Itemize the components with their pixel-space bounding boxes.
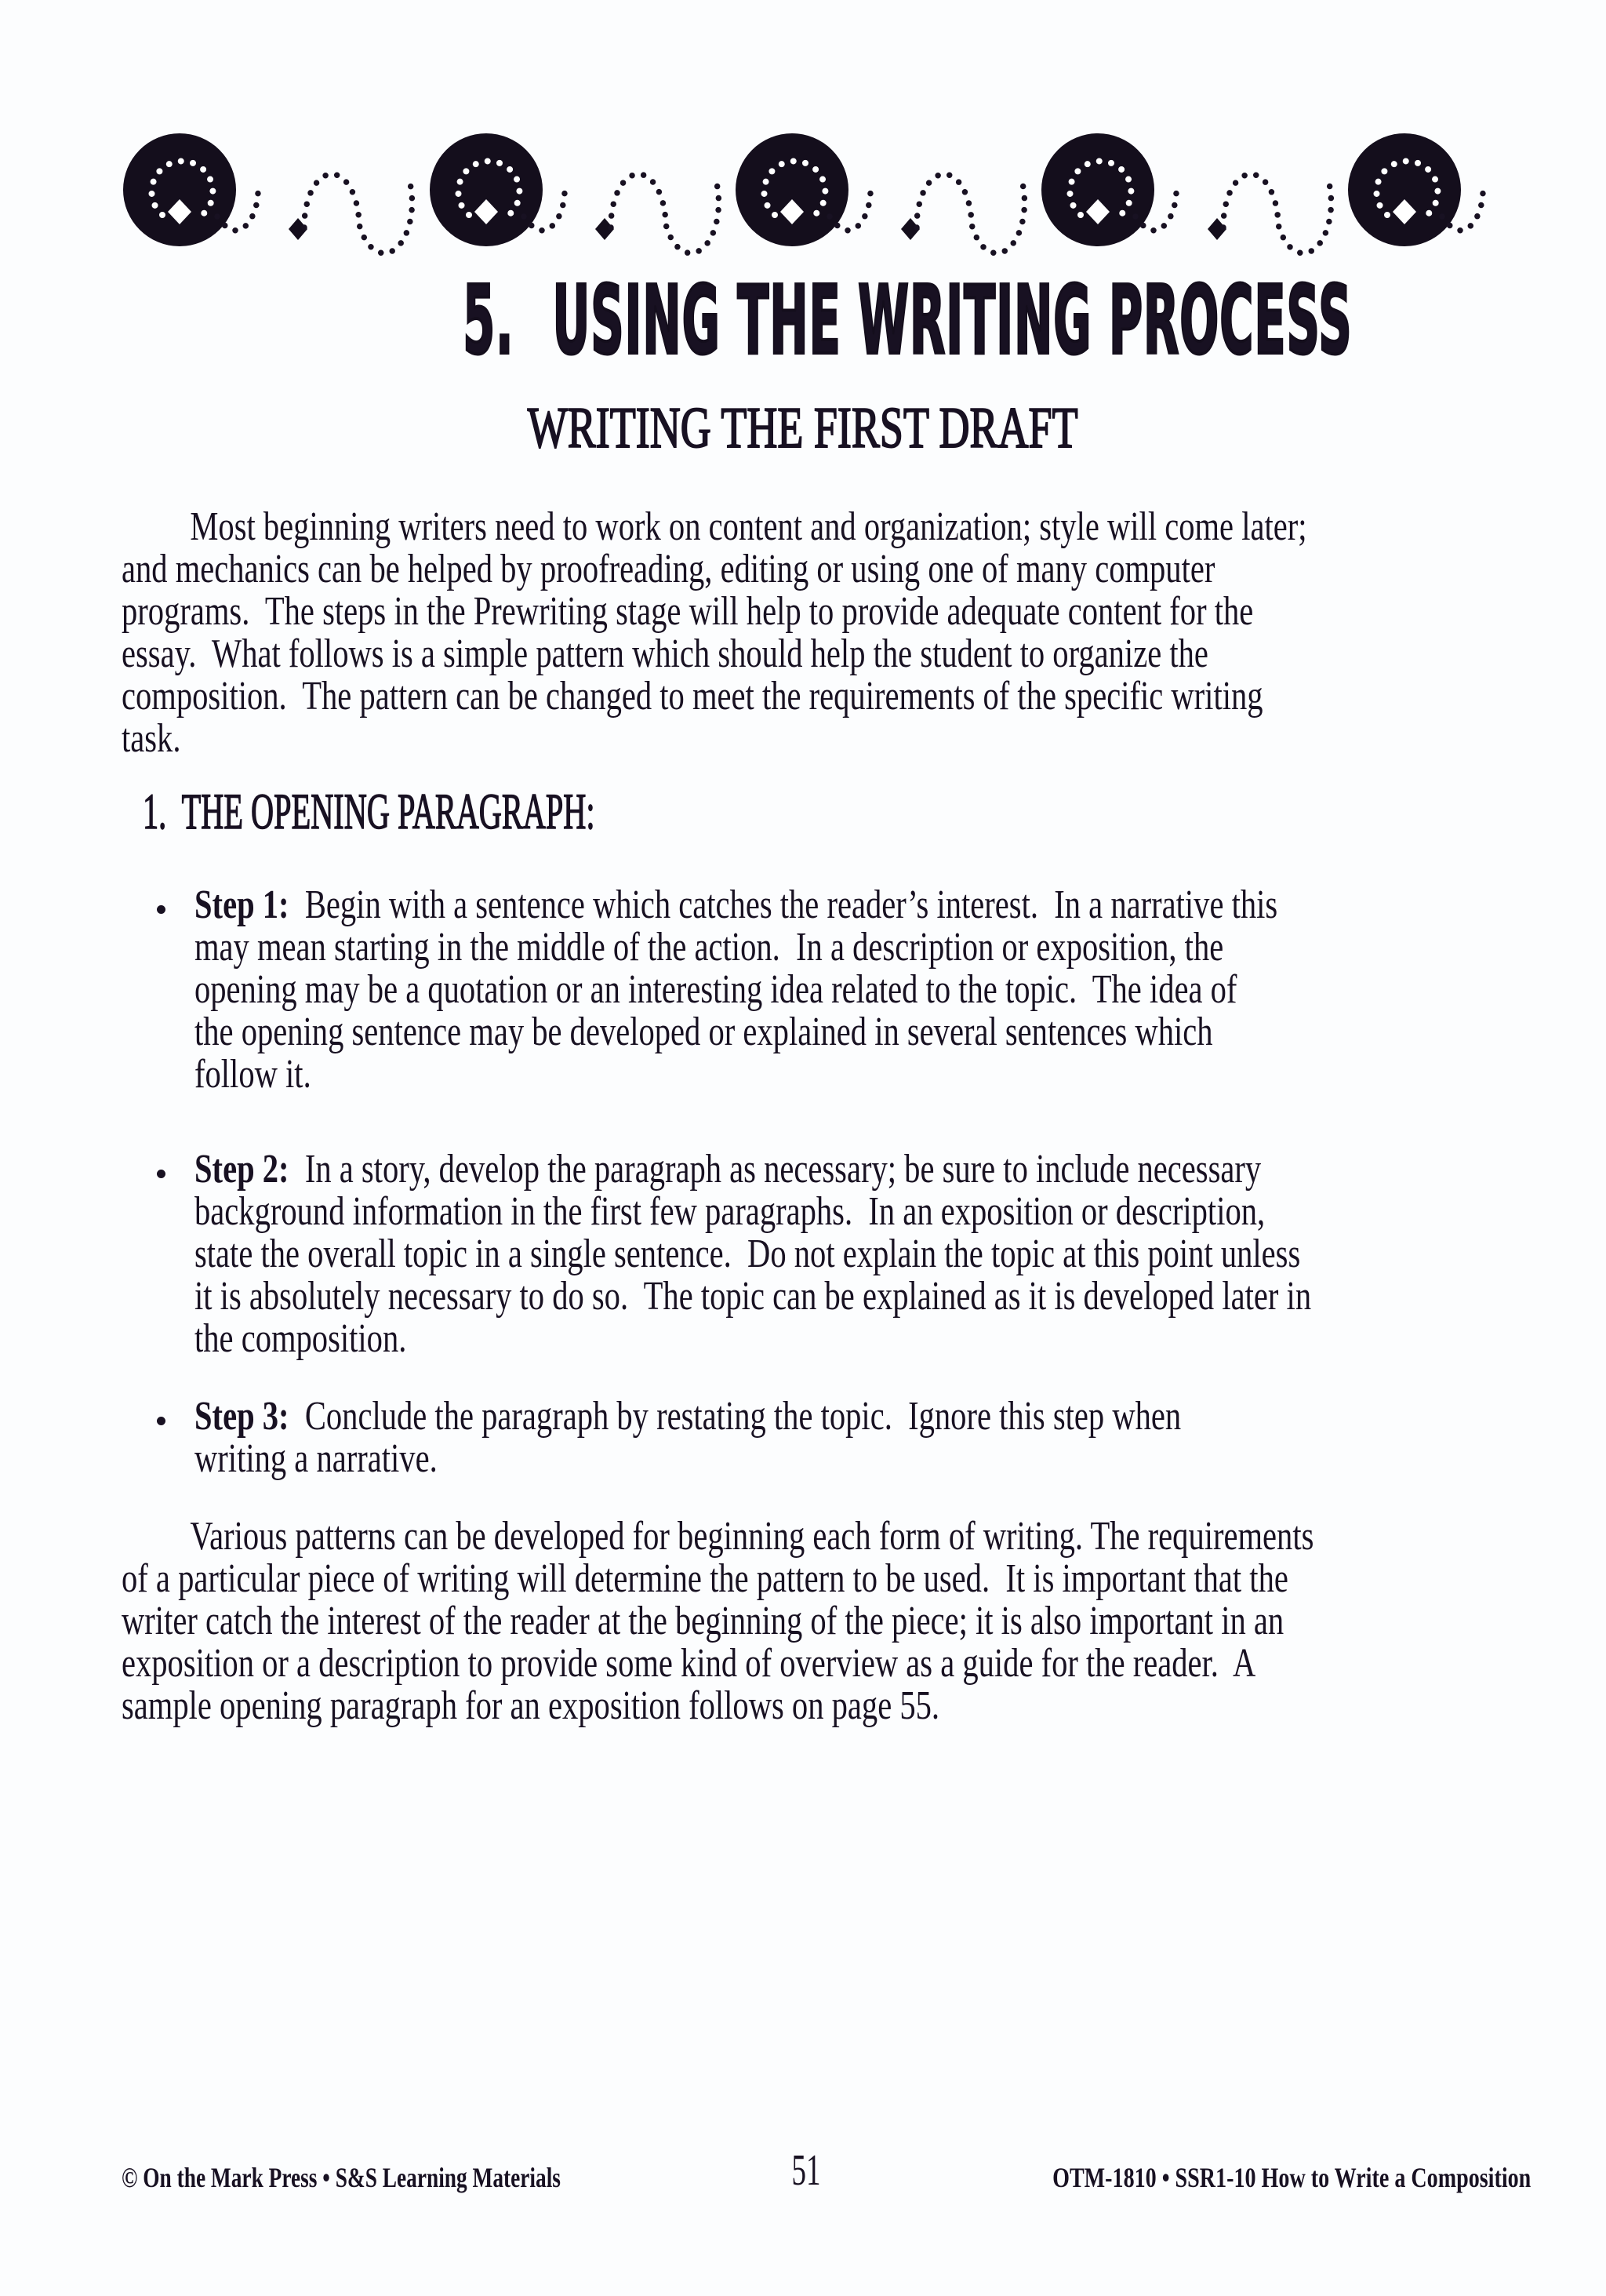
bullet-icon	[157, 905, 165, 914]
text-line: and mechanics can be helped by proofreading, editing or using one of many computer	[122, 547, 1215, 591]
text-line: task.	[122, 716, 181, 761]
step-first-line: Conclude the paragraph by restating the topic. Ignore this step when	[289, 1394, 1182, 1439]
step-item-3	[194, 1395, 1606, 1480]
page-title	[0, 267, 1606, 376]
text-line: may mean starting in the middle of the action. In a description or exposition, the	[194, 925, 1224, 970]
text-line	[194, 1148, 1606, 1191]
text-line: Various patterns can be developed for beginning each form of writing. The requirements	[190, 1514, 1314, 1559]
at-symbol-icon	[1041, 133, 1176, 246]
footer-copyright: © On the Mark Press • S&S Learning Materials	[122, 2162, 561, 2193]
dotted-swirl-icon	[901, 174, 1024, 253]
step-item-1	[194, 884, 1606, 1096]
dotted-swirl-icon	[595, 174, 718, 253]
text-line: exposition or a description to provide some kind of overview as a guide for the reader. A	[122, 1641, 1256, 1686]
bullet-icon	[157, 1417, 165, 1425]
text-line: background information in the first few paragraphs. In an exposition or description,	[194, 1189, 1266, 1234]
dotted-swirl-icon	[1208, 174, 1331, 253]
text-line: state the overall topic in a single sentence. Do not explain the topic at this point unless	[194, 1232, 1301, 1276]
decorative-border	[0, 126, 1606, 267]
text-line: opening may be a quotation or an interesting idea related to the topic. The idea of	[194, 967, 1237, 1012]
text-line: Most beginning writers need to work on content and organization; style will come later;	[190, 504, 1307, 549]
intro-paragraph	[122, 506, 1606, 760]
text-line: programs. The steps in the Prewriting stage will help to provide adequate content for the	[122, 589, 1254, 634]
at-symbol-icon	[123, 133, 258, 246]
step-item-2	[194, 1148, 1606, 1360]
step-first-line: In a story, develop the paragraph as necessary; be sure to include necessary	[289, 1147, 1262, 1192]
page-subtitle: WRITING THE FIRST DRAFT	[528, 396, 1078, 460]
dotted-swirl-icon	[289, 174, 412, 253]
text-line: the opening sentence may be developed or explained in several sentences which	[194, 1010, 1213, 1054]
text-line: composition. The pattern can be changed to meet the requirements of the specific writing	[122, 674, 1263, 719]
step-label: Step 1:	[194, 882, 289, 927]
closing-paragraph	[122, 1516, 1606, 1727]
page-number: 51	[791, 2146, 821, 2195]
text-line: the composition.	[194, 1316, 407, 1361]
title-number: 5.	[463, 267, 514, 376]
at-symbol-icon	[430, 133, 565, 246]
step-label: Step 3:	[194, 1394, 289, 1439]
footer-product-code: OTM-1810 • SSR1-10 How to Write a Composition	[1052, 2162, 1531, 2193]
section-heading: 1. THE OPENING PARAGRAPH:	[143, 784, 595, 840]
step-label: Step 2:	[194, 1147, 289, 1192]
text-line: writer catch the interest of the reader at the beginning of the piece; it is also important in an	[122, 1599, 1284, 1643]
step-first-line: Begin with a sentence which catches the reader’s interest. In a narrative this	[289, 882, 1278, 927]
title-text: USING THE WRITING PROCESS	[552, 267, 1353, 376]
text-line	[194, 884, 1606, 926]
bullet-icon	[157, 1170, 165, 1178]
paragraph-lines	[194, 926, 1606, 1096]
text-line: writing a narrative.	[194, 1436, 438, 1481]
text-line: sample opening paragraph for an exposition follows on page 55.	[122, 1683, 940, 1728]
at-symbol-icon	[1348, 133, 1483, 246]
text-line: of a particular piece of writing will determine the pattern to be used. It is important that the	[122, 1556, 1288, 1601]
at-symbol-icon	[736, 133, 870, 246]
text-line: essay. What follows is a simple pattern which should help the student to organize the	[122, 631, 1208, 676]
paragraph-lines	[194, 1191, 1606, 1360]
paragraph-lines	[122, 1558, 1606, 1727]
paragraph-lines	[194, 1438, 1606, 1480]
text-line: follow it.	[194, 1052, 311, 1097]
text-line: it is absolutely necessary to do so. The topic can be explained as it is developed later in	[194, 1274, 1312, 1319]
text-line	[194, 1395, 1606, 1438]
paragraph-lines	[122, 548, 1606, 760]
